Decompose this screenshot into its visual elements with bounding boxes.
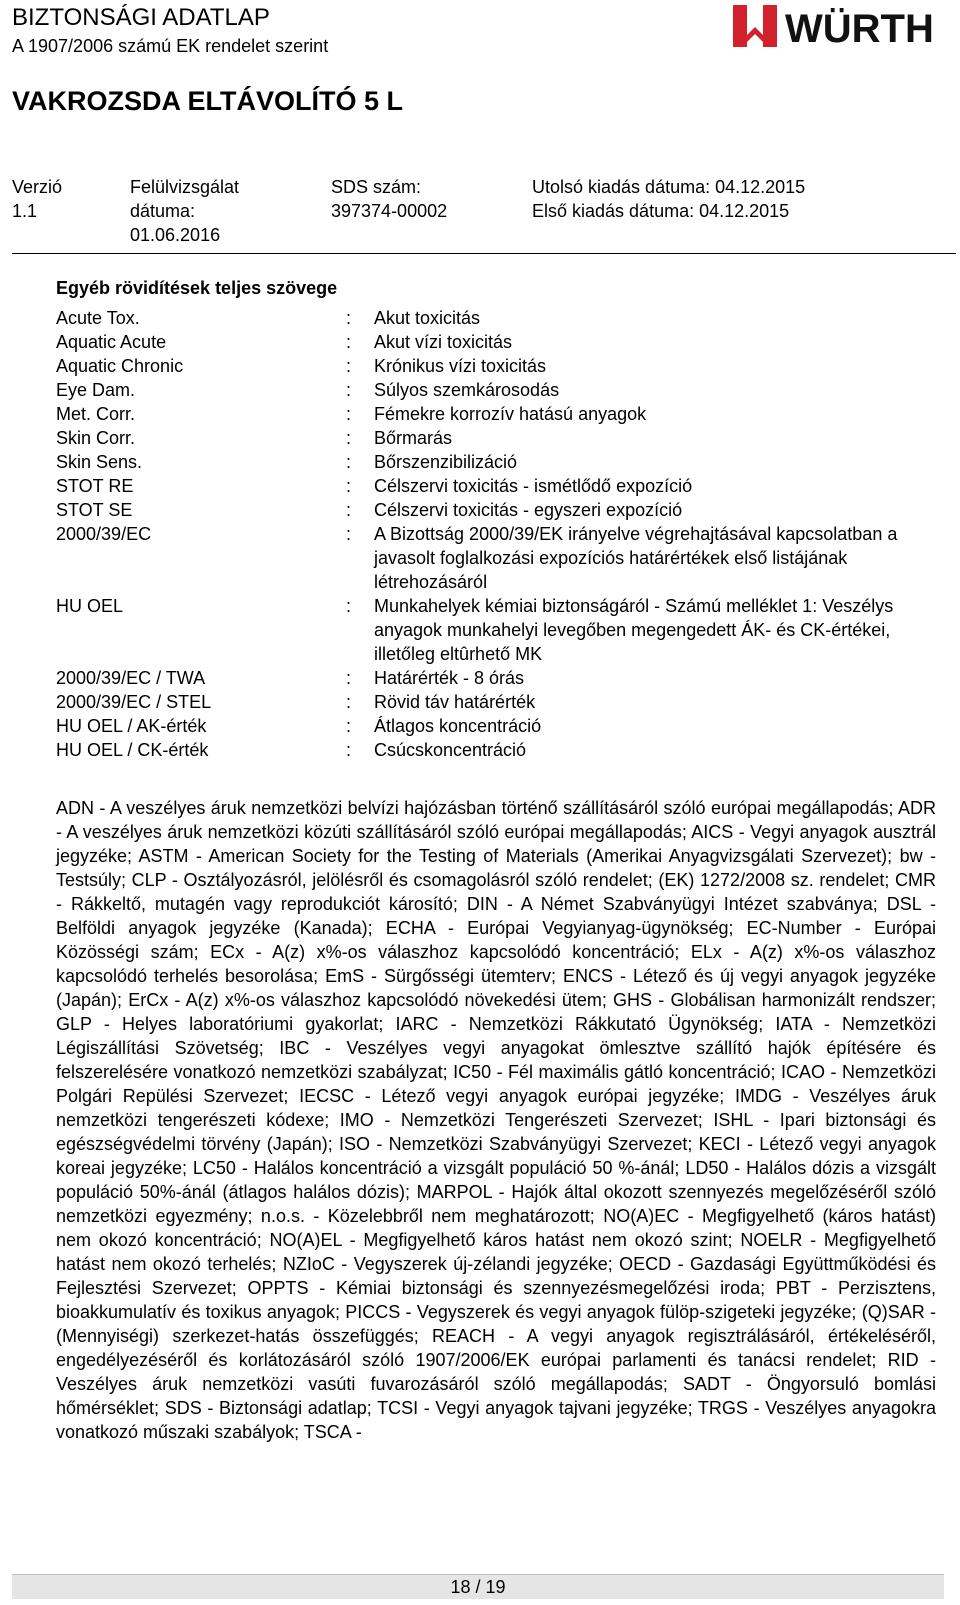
sds-label: SDS szám: <box>331 177 422 197</box>
abbreviation-row <box>56 450 936 474</box>
abbreviation-definition: Átlagos koncentráció <box>374 716 542 736</box>
abbreviation-colon: : <box>346 404 352 424</box>
page-number: 18 / 19 <box>450 1577 506 1597</box>
abbreviation-term: 2000/39/EC / TWA <box>56 668 206 688</box>
abbreviation-row <box>56 306 936 330</box>
wurth-logo <box>733 2 955 52</box>
abbreviation-term: Eye Dam. <box>56 380 136 400</box>
abbreviation-colon: : <box>346 380 352 400</box>
first-issue-date: Első kiadás dátuma: 04.12.2015 <box>532 201 790 221</box>
abbreviation-row <box>56 738 936 762</box>
wurth-emblem-icon <box>733 5 777 47</box>
abbreviation-term: 2000/39/EC <box>56 524 152 544</box>
revision-label-line2: dátuma: <box>130 201 196 221</box>
abbreviation-definition: Munkahelyek kémiai biztonságáról - Számú melléklet 1: Veszélys anyagok munkahelyi levegőben megengedett ÁK- és CK-értékei, illetőleg eltûrhető MK <box>374 596 894 664</box>
abbreviation-term: 2000/39/EC / STEL <box>56 692 212 712</box>
abbreviation-row <box>56 426 936 450</box>
abbreviation-colon: : <box>346 356 352 376</box>
abbreviation-row <box>56 378 936 402</box>
abbreviation-colon: : <box>346 668 352 688</box>
meta-revision <box>130 175 239 247</box>
abbreviation-term: Skin Sens. <box>56 452 143 472</box>
revision-label-line1: Felülvizsgálat <box>130 177 240 197</box>
abbreviation-definition: Rövid táv határérték <box>374 692 536 712</box>
abbreviation-row <box>56 522 936 594</box>
abbreviation-paragraph: ADN - A veszélyes áruk nemzetközi belvízi hajózásban történő szállításáról szóló európai megállapodás; ADR - A veszélyes áruk nemzetközi közúti szállításáról szóló európai megállapodás; AICS - Vegyi anyagok ausztrál jegyzéke; ASTM - American Society for the Testing of Materials (Amerikai Anyagvizsgálati Szervezet); bw - Testsúly; CLP - Osztályozásról, jelölésről és csomagolásról szóló rendelet; (EK) 1272/2008 sz. rendelet; CMR - Rákkeltő, mutagén vagy reprodukciót károsító; DIN - A Német Szabványügyi Intézet szabványa; DSL - Belföldi anyagok jegyzéke (Kanada); ECHA - Európai Vegyianyag-ügynökség; EC-Number - Európai Közösségi szám; ECx - A(z) x%-os válaszhoz kapcsolódó koncentráció; ELx - A(z) x%-os válaszhoz kapcsolódó terhelés besorolása; EmS - Sürgősségi ütemterv; ENCS - Létező és új vegyi anyagok jegyzéke (Japán); ErCx - A(z) x%-os válaszhoz kapcsolódó növekedési ütem; GHS - Globálisan harmonizált rendszer; GLP - Helyes laboratóriumi gyakorlat; IARC - Nemzetközi Rákkutató Ügynökség; IATA - Nemzetközi Légiszállítási Szövetség; IBC - Veszélyes vegyi anyagokat ömlesztve szállító hajók építésére és felszerelésére vonatkozó nemzetközi szabályzat; IC50 - Fél maximális gátló koncentráció; ICAO - Nemzetközi Polgári Repülési Szervezet; IECSC - Létező vegyi anyagok európai jegyzéke; IMDG - Veszélyes áruk nemzetközi tengerészeti kódexe; IMO - Nemzetközi Tengerészeti Szervezet; ISHL - Ipari biztonsági és egészségvédelmi törvény (Japán); ISO - Nemzetközi Szabványügyi Szervezet; KECI - Létező vegyi anyagok koreai jegyzéke; LC50 - Halálos koncentráció a vizsgált populáció 50 %-ánál; LD50 - Halálos dózis a vizsgált populáció 50%-ánál (átlagos halálos dózis); MARPOL - Hajók által okozott szennyezés megelőzéséről szóló nemzetközi egyezmény; n.o.s. - Közelebbről nem meghatározott; NO(A)EC - Megfigyelhető (káros hatást) nem okozó koncentráció; NO(A)EL - Megfigyelhető káros hatást nem okozó szint; NOELR - Megfigyelhető hatást nem okozó terhelés; NZIoC - Vegyszerek új-zélandi jegyzéke; OECD - Gazdasági Együttműködési és Fejlesztési Szervezet; OPPTS - Kémiai biztonsági és szennyezésmegelőzési iroda; PBT - Perzisztens, bioakkumulatív és toxikus anyagok; PICCS - Vegyszerek és vegyi anyagok fülöp-szigeteki jegyzéke; (Q)SAR - (Mennyiségi) szerkezet-hatás összefüggés; REACH - A vegyi anyagok regisztrálásáról, értékeléséről, engedélyezéséről és korlátozásáról szóló 1907/2006/EK európai parlamenti és tanácsi rendelet; RID - Veszélyes áruk nemzetközi vasúti fuvarozásáról szóló megállapodás; SADT - Öngyorsuló bomlási hőmérséklet; SDS - Biztonsági adatlap; TCSI - Vegyi anyagok tajvani jegyzéke; TRGS - Veszélyes anyagokra vonatkozó műszaki szabályok; TSCA - <box>56 798 936 1442</box>
abbreviation-row <box>56 594 936 666</box>
abbreviation-colon: : <box>346 332 352 352</box>
meta-issue-dates <box>532 175 805 223</box>
header-title: BIZTONSÁGI ADATLAP <box>12 4 270 31</box>
abbreviation-term: Skin Corr. <box>56 428 136 448</box>
section-title: Egyéb rövidítések teljes szövege <box>56 278 338 298</box>
abbreviation-definition: Célszervi toxicitás - egyszeri expozíció <box>374 500 683 520</box>
revision-value: 01.06.2016 <box>130 225 221 245</box>
abbreviation-colon: : <box>346 716 352 736</box>
abbreviation-colon: : <box>346 740 352 760</box>
abbreviation-term: Acute Tox. <box>56 308 140 328</box>
abbreviation-row <box>56 690 936 714</box>
abbreviation-definition: Bőrmarás <box>374 428 453 448</box>
abbreviation-row <box>56 666 936 690</box>
abbreviation-term: STOT RE <box>56 476 134 496</box>
last-issue-date: Utolsó kiadás dátuma: 04.12.2015 <box>532 177 806 197</box>
abbreviation-colon: : <box>346 476 352 496</box>
abbreviation-row <box>56 498 936 522</box>
abbreviation-row <box>56 714 936 738</box>
abbreviation-term: Aquatic Chronic <box>56 356 184 376</box>
abbreviation-term: Aquatic Acute <box>56 332 167 352</box>
abbreviation-row <box>56 402 936 426</box>
abbreviation-definition: A Bizottság 2000/39/EK irányelve végrehajtásával kapcsolatban a javasolt foglalkozási expozíciós határértékek első listájának létrehozásáról <box>374 524 898 592</box>
abbreviation-colon: : <box>346 692 352 712</box>
abbreviation-definition: Akut toxicitás <box>374 308 481 328</box>
abbreviation-definition: Akut vízi toxicitás <box>374 332 513 352</box>
abbreviation-definition: Határérték - 8 órás <box>374 668 525 688</box>
version-label: Verzió <box>12 177 63 197</box>
abbreviation-colon: : <box>346 524 352 544</box>
version-value: 1.1 <box>12 201 38 221</box>
abbreviation-term: HU OEL / CK-érték <box>56 740 209 760</box>
abbreviation-term: HU OEL / AK-érték <box>56 716 207 736</box>
abbreviation-row <box>56 354 936 378</box>
abbreviation-term: Met. Corr. <box>56 404 136 424</box>
abbreviation-definition: Súlyos szemkárosodás <box>374 380 560 400</box>
abbreviation-definition: Csúcskoncentráció <box>374 740 527 760</box>
abbreviation-colon: : <box>346 596 352 616</box>
abbreviation-colon: : <box>346 308 352 328</box>
abbreviation-table <box>56 306 936 762</box>
abbreviation-definition: Célszervi toxicitás - ismétlődő expozíció <box>374 476 693 496</box>
header-divider <box>12 253 956 254</box>
abbreviation-term: HU OEL <box>56 596 124 616</box>
abbreviation-definition: Bőrszenzibilizáció <box>374 452 518 472</box>
meta-version <box>12 175 62 223</box>
footer-bar <box>12 1574 944 1599</box>
abbreviation-colon: : <box>346 452 352 472</box>
abbreviation-colon: : <box>346 500 352 520</box>
product-name: VAKROZSDA ELTÁVOLÍTÓ 5 L <box>12 86 403 116</box>
abbreviation-definition: Krónikus vízi toxicitás <box>374 356 547 376</box>
abbreviation-definition: Fémekre korrozív hatású anyagok <box>374 404 647 424</box>
brand-name: WÜRTH <box>785 7 934 51</box>
abbreviation-row <box>56 330 936 354</box>
abbreviation-colon: : <box>346 428 352 448</box>
header-subtitle: A 1907/2006 számú EK rendelet szerint <box>12 36 329 56</box>
sds-value: 397374-00002 <box>331 201 448 221</box>
abbreviation-row <box>56 474 936 498</box>
meta-sds <box>331 175 447 223</box>
abbreviation-term: STOT SE <box>56 500 133 520</box>
